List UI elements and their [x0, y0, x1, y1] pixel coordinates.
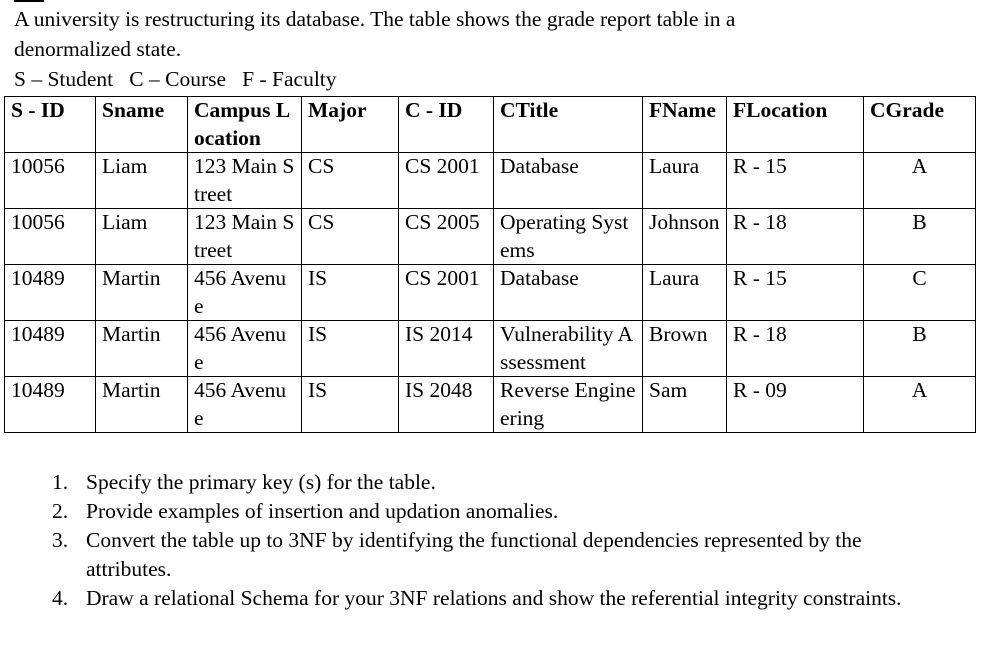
list-item: [52, 526, 932, 584]
header-fname: FName: [643, 97, 727, 153]
cell-cgrade: A: [864, 153, 976, 209]
cell-major: CS: [302, 209, 399, 265]
cell-major: CS: [302, 153, 399, 209]
cell-flocation: R - 15: [727, 265, 864, 321]
question-number: 3.: [52, 528, 69, 552]
table-row: [5, 377, 976, 433]
header-sname: Sname: [96, 97, 188, 153]
question-number: 4.: [52, 586, 69, 610]
cell-c-id: CS 2005: [399, 209, 494, 265]
cell-fname: Sam: [643, 377, 727, 433]
cell-c-id: CS 2001: [399, 153, 494, 209]
cell-s-id: 10489: [5, 265, 96, 321]
cell-c-id: IS 2014: [399, 321, 494, 377]
cell-flocation: R - 15: [727, 153, 864, 209]
cell-campus-location: 123 Main Street: [188, 209, 302, 265]
cell-flocation: R - 18: [727, 321, 864, 377]
table-row: [5, 209, 976, 265]
cell-sname: Martin: [96, 377, 188, 433]
question-list: [52, 468, 932, 613]
cell-cgrade: A: [864, 377, 976, 433]
table-row: [5, 265, 976, 321]
cell-c-id: CS 2001: [399, 265, 494, 321]
header-c-id: C - ID: [399, 97, 494, 153]
question-text: Draw a relational Schema for your 3NF relations and show the referential integrity constraints.: [86, 586, 902, 610]
header-cgrade: CGrade: [864, 97, 976, 153]
cell-flocation: R - 18: [727, 209, 864, 265]
cell-major: IS: [302, 377, 399, 433]
table-row: [5, 153, 976, 209]
header-major: Major: [302, 97, 399, 153]
intro-text: [14, 4, 984, 94]
cell-campus-location: 456 Avenue: [188, 321, 302, 377]
cell-cgrade: B: [864, 321, 976, 377]
cell-ctitle: Database: [494, 265, 643, 321]
question-number: 2.: [52, 499, 69, 523]
cell-sname: Martin: [96, 321, 188, 377]
cell-cgrade: B: [864, 209, 976, 265]
question-text: Convert the table up to 3NF by identifying the functional dependencies represented by the attributes.: [86, 528, 862, 581]
cell-sname: Liam: [96, 153, 188, 209]
legend-line: S – Student C – Course F - Faculty: [14, 67, 337, 91]
cell-sname: Liam: [96, 209, 188, 265]
header-ctitle: CTitle: [494, 97, 643, 153]
question-text: Specify the primary key (s) for the table.: [86, 470, 436, 494]
cell-ctitle: Operating Systems: [494, 209, 643, 265]
header-campus-location: Campus Location: [188, 97, 302, 153]
list-item: [52, 497, 932, 526]
table-header-row: [5, 97, 976, 153]
cell-campus-location: 123 Main Street: [188, 153, 302, 209]
cell-major: IS: [302, 321, 399, 377]
list-item: [52, 468, 932, 497]
cell-ctitle: Reverse Engineering: [494, 377, 643, 433]
intro-line-2: denormalized state.: [14, 37, 182, 61]
cell-fname: Brown: [643, 321, 727, 377]
header-flocation: FLocation: [727, 97, 864, 153]
cell-ctitle: Vulnerability Assessment: [494, 321, 643, 377]
cell-c-id: IS 2048: [399, 377, 494, 433]
question-number: 1.: [52, 470, 69, 494]
cell-s-id: 10056: [5, 209, 96, 265]
cell-fname: Johnson: [643, 209, 727, 265]
header-s-id: S - ID: [5, 97, 96, 153]
list-item: [52, 584, 932, 613]
cell-fname: Laura: [643, 265, 727, 321]
cell-s-id: 10056: [5, 153, 96, 209]
top-rule: [14, 0, 44, 2]
cell-major: IS: [302, 265, 399, 321]
cell-sname: Martin: [96, 265, 188, 321]
cell-campus-location: 456 Avenue: [188, 265, 302, 321]
cell-fname: Laura: [643, 153, 727, 209]
cell-ctitle: Database: [494, 153, 643, 209]
cell-s-id: 10489: [5, 377, 96, 433]
table-row: [5, 321, 976, 377]
cell-s-id: 10489: [5, 321, 96, 377]
cell-campus-location: 456 Avenue: [188, 377, 302, 433]
cell-cgrade: C: [864, 265, 976, 321]
grade-report-table: [4, 96, 976, 433]
question-text: Provide examples of insertion and updation anomalies.: [86, 499, 559, 523]
intro-line-1: A university is restructuring its database. The table shows the grade report table in a: [14, 7, 736, 31]
cell-flocation: R - 09: [727, 377, 864, 433]
